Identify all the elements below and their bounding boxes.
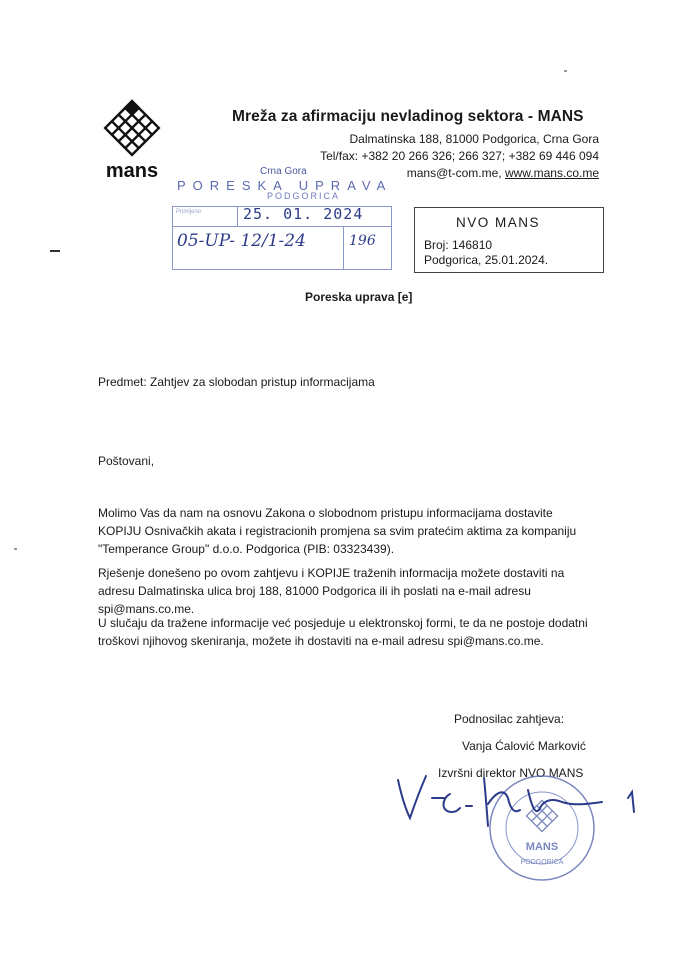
logo-wordmark: mans — [105, 160, 159, 180]
stamp-authority: PORESKA UPRAVA — [177, 178, 393, 193]
nvo-number: Broj: 146810 — [424, 238, 493, 252]
letter-paragraph-2: Rješenje donešeno po ovom zahtjevu i KOPIJE traženih informacija možete dostaviti na adresu Dalmatinska ulica broj 188, 81000 Podgorica ili ih poslati na e-mail adresu spi@mans.co.me. — [98, 566, 565, 616]
letter-paragraph-1: Molimo Vas da nam na osnovu Zakona o slobodnom pristupu informacijama dostavite KOPIJU Osnivačkih akata i registracionih promjena sa svim pratećim aktima za kompaniju "Temperance Group" d.o.o. Podgorica (PIB: 03323439). — [98, 506, 577, 556]
org-contact — [407, 166, 599, 180]
stamp-city: PODGORICA — [267, 191, 341, 201]
letter-paragraph-3: U slučaju da tražene informacije već posjeduje u elektronskoj formi, te da ne postoje dodatni troškovi njihovog skeniranja, možete ih dostaviti na e-mail adresu spi@mans.co.me. — [98, 616, 588, 648]
stamp-grid — [172, 206, 392, 270]
org-email[interactable]: mans@t-com.me, — [406, 166, 502, 180]
mans-logo — [96, 98, 168, 180]
org-address: Dalmatinska 188, 81000 Podgorica, Crna Gora — [349, 132, 599, 146]
signatory-name: Vanja Ćalović Marković — [462, 739, 586, 753]
stamp-received-label: Primljeno — [176, 209, 202, 215]
stamp-number: 196 — [349, 233, 376, 249]
seal-city: PODGORICA — [520, 859, 564, 866]
org-name: Mreža za afirmaciju nevladinog sektora - MANS — [232, 108, 584, 125]
received-stamp — [172, 166, 393, 270]
margin-mark — [50, 250, 60, 252]
seal-logo-text: MANS — [525, 841, 559, 853]
nvo-reference-box — [414, 207, 604, 273]
signatory-title: Izvršni direktor NVO MANS — [438, 766, 584, 780]
stamp-date: 25. 01. 2024 — [243, 205, 364, 223]
letter-subject: Predmet: Zahtjev za slobodan pristup informacijama — [98, 375, 375, 389]
signature-label: Podnosilac zahtjeva: — [454, 712, 565, 726]
org-website-link[interactable]: www.mans.co.me — [504, 166, 599, 180]
stamp-country: Crna Gora — [260, 166, 307, 177]
nvo-title: NVO MANS — [456, 215, 541, 230]
org-telfax: Tel/fax: +382 20 266 326; 266 327; +382 69 446 094 — [320, 149, 599, 163]
letter-greeting: Poštovani, — [98, 454, 155, 468]
seal-stamp — [490, 776, 594, 880]
nvo-date: Podgorica, 25.01.2024. — [424, 253, 549, 267]
stamp-reference: 05-UP- 12/1-24 — [177, 231, 306, 251]
signature-and-seal — [392, 768, 672, 888]
letter-recipient: Poreska uprava [e] — [305, 290, 413, 304]
